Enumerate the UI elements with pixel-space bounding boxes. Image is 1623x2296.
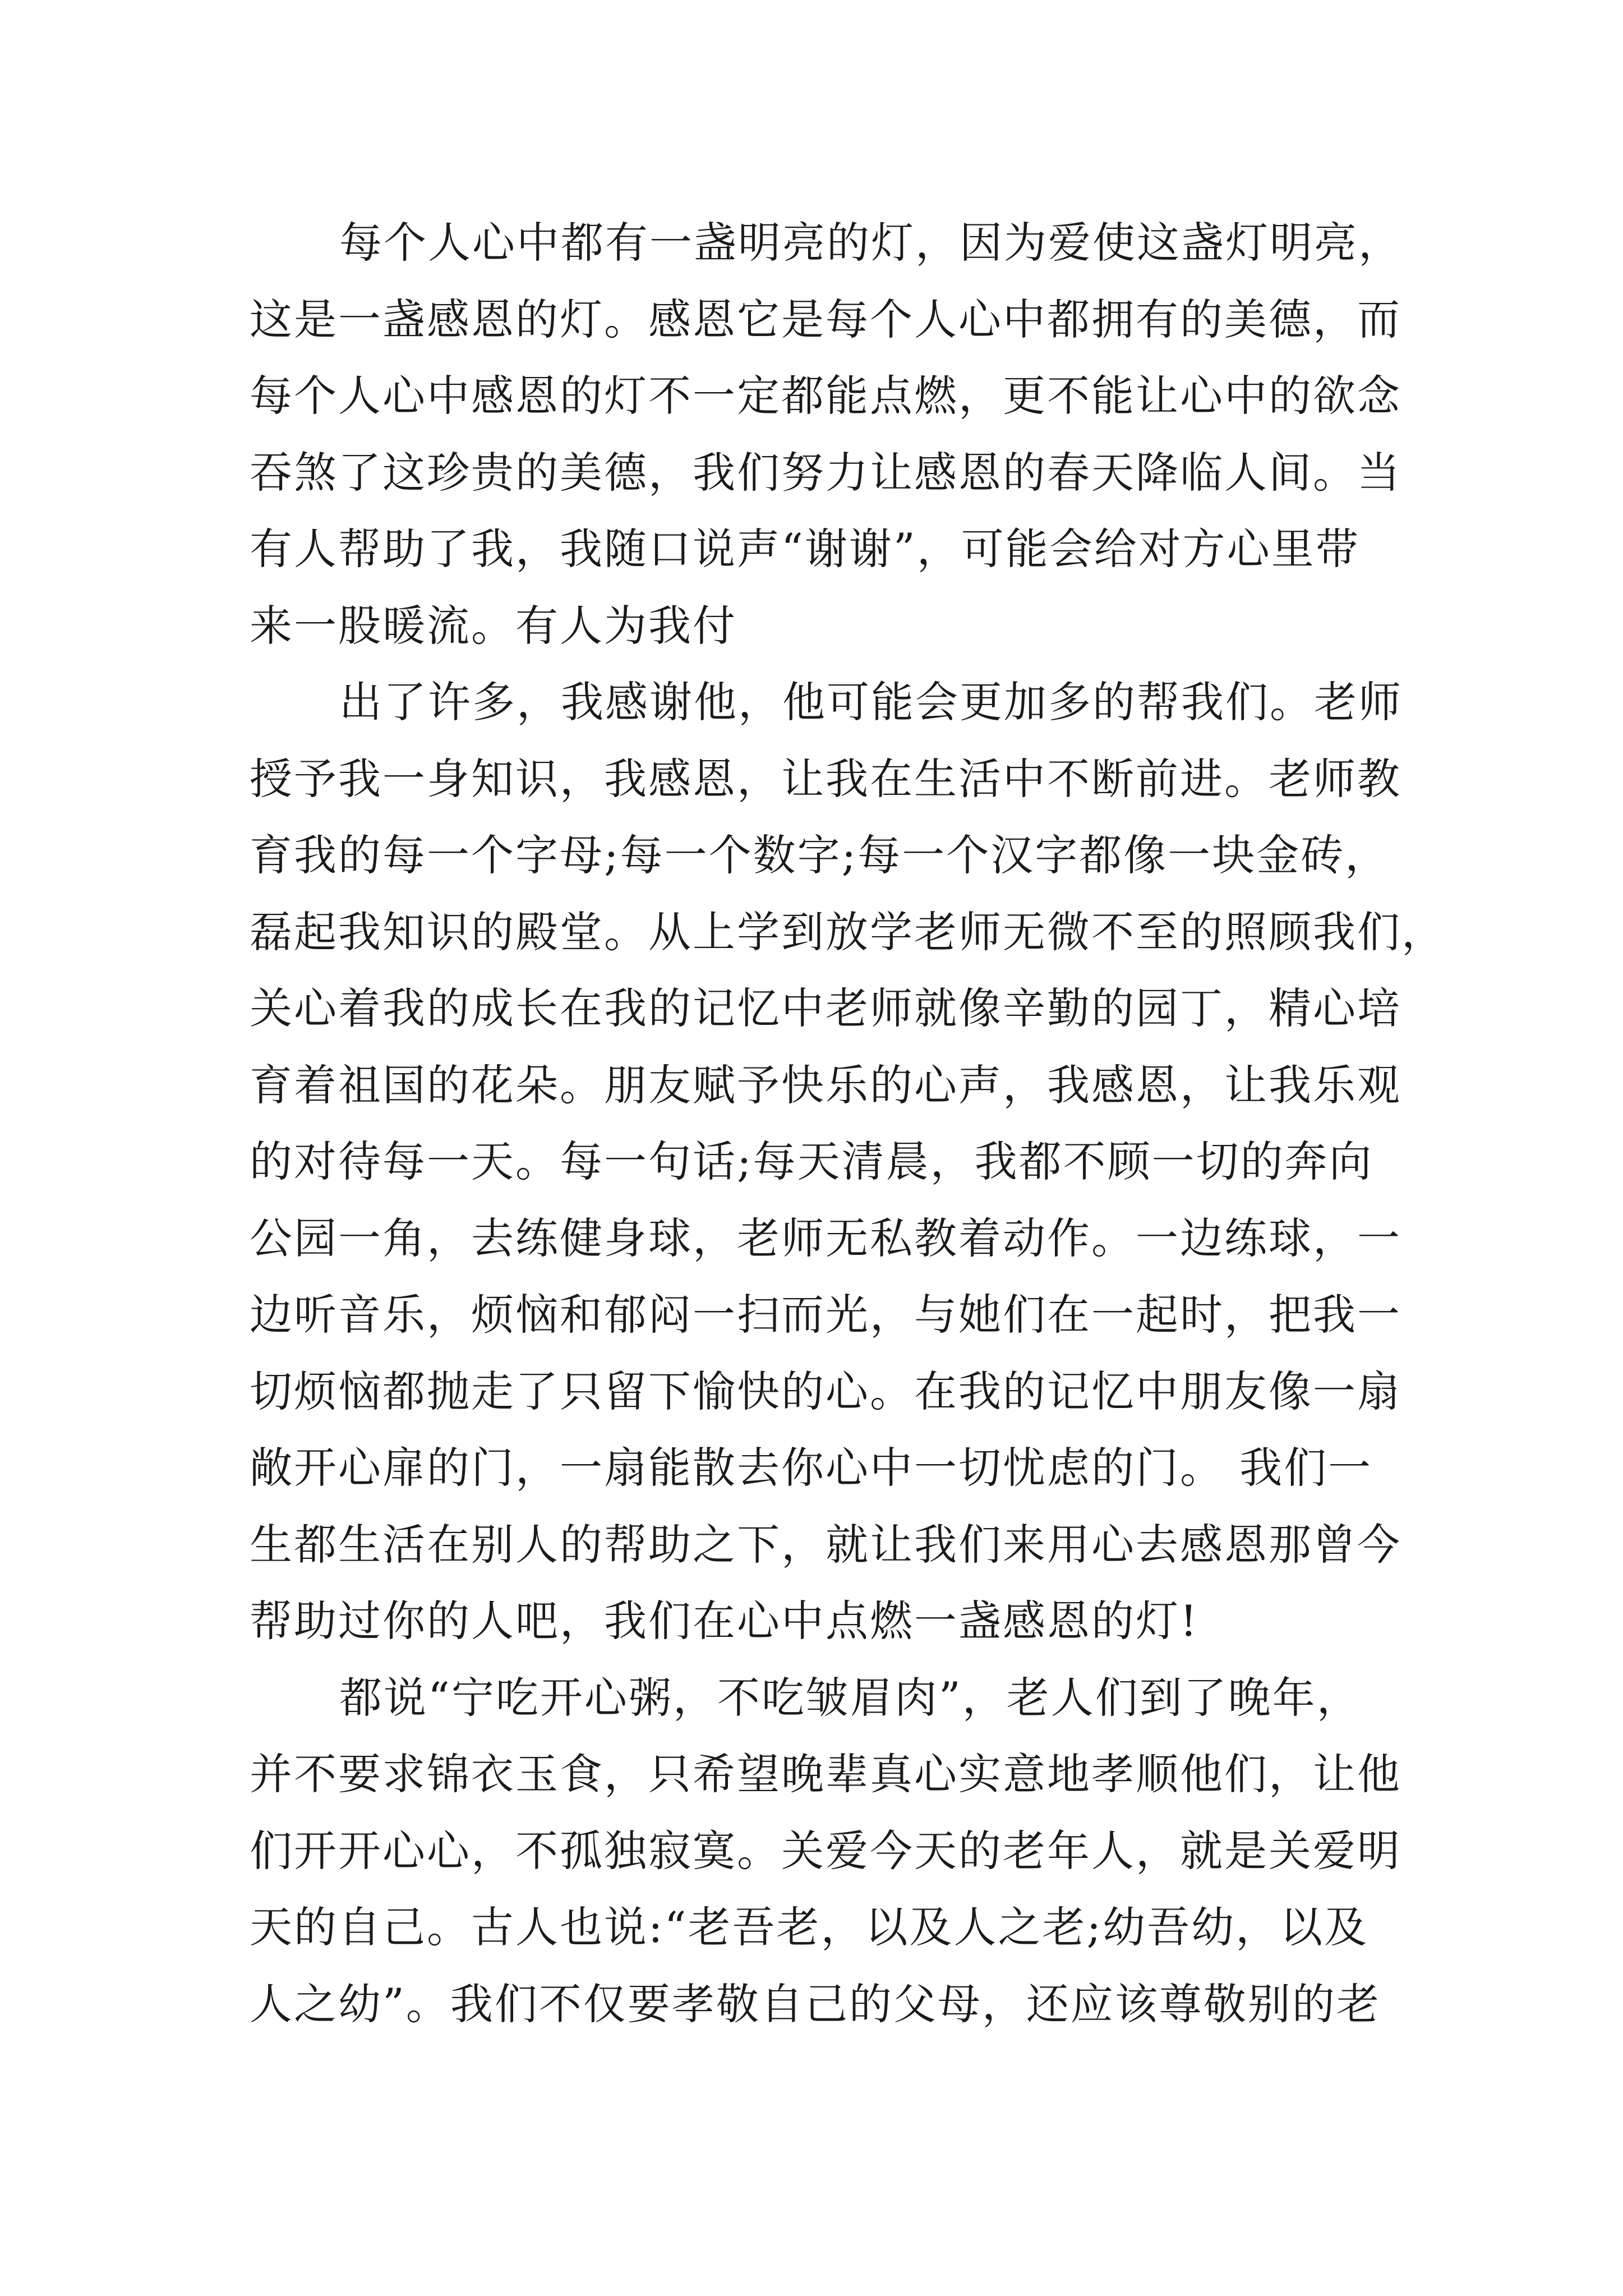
text-line: 育我的每一个字母;每一个数字;每一个汉字都像一块金砖， bbox=[250, 830, 1390, 880]
body-text bbox=[250, 205, 1446, 2042]
text-line: 帮助过你的人吧，我们在心中点燃一盏感恩的灯! bbox=[250, 1596, 1199, 1646]
text-line: 切烦恼都抛走了只留下愉快的心。在我的记忆中朋友像一扇 bbox=[250, 1366, 1401, 1416]
text-line: 敞开心扉的门，一扇能散去你心中一切忧虑的门。 我们一 bbox=[250, 1443, 1373, 1493]
text-line: 这是一盏感恩的灯。感恩它是每个人心中都拥有的美德，而 bbox=[250, 294, 1401, 344]
text-line: 人之幼”。我们不仅要孝敬自己的父母，还应该尊敬别的老 bbox=[250, 1978, 1381, 2029]
text-line: 有人帮助了我，我随口说声“谢谢”，可能会给对方心里带 bbox=[250, 524, 1360, 574]
text-line: 们开开心心，不孤独寂寞。关爱今天的老年人，就是关爱明 bbox=[250, 1825, 1401, 1876]
text-line: 吞煞了这珍贵的美德，我们努力让感恩的春天降临人间。当 bbox=[250, 447, 1401, 498]
text-line: 并不要求锦衣玉食，只希望晚辈真心实意地孝顺他们，让他 bbox=[250, 1749, 1401, 1799]
text-line: 关心着我的成长在我的记忆中老师就像辛勤的园丁，精心培 bbox=[250, 983, 1401, 1033]
paragraph-first-line: 每个人心中都有一盏明亮的灯，因为爱使这盏灯明亮， bbox=[339, 218, 1403, 268]
text-line: 来一股暖流。有人为我付 bbox=[250, 600, 737, 651]
text-line: 磊起我知识的殿堂。从上学到放学老师无微不至的照顾我们， bbox=[250, 907, 1446, 957]
text-line: 授予我一身知识，我感恩，让我在生活中不断前进。老师教 bbox=[250, 753, 1401, 804]
text-line: 的对待每一天。每一句话;每天清晨，我都不顾一切的奔向 bbox=[250, 1137, 1373, 1186]
text-line: 育着祖国的花朵。朋友赋予快乐的心声，我感恩，让我乐观 bbox=[250, 1060, 1401, 1110]
paragraph-first-line: 出了许多，我感谢他，他可能会更加多的帮我们。老师 bbox=[339, 677, 1403, 727]
text-line: 边听音乐，烦恼和郁闷一扫而光，与她们在一起时，把我一 bbox=[250, 1290, 1401, 1340]
text-line: 公园一角，去练健身球，老师无私教着动作。一边练球，一 bbox=[250, 1213, 1401, 1263]
text-line: 每个人心中感恩的灯不一定都能点燃，更不能让心中的欲念 bbox=[250, 371, 1401, 421]
text-line: 天的自己。古人也说:“老吾老，以及人之老;幼吾幼，以及 bbox=[250, 1902, 1369, 1952]
paragraph-first-line: 都说“宁吃开心粥，不吃皱眉肉”，老人们到了晚年， bbox=[339, 1672, 1361, 1723]
text-line: 生都生活在别人的帮助之下，就让我们来用心去感恩那曾今 bbox=[250, 1519, 1401, 1570]
